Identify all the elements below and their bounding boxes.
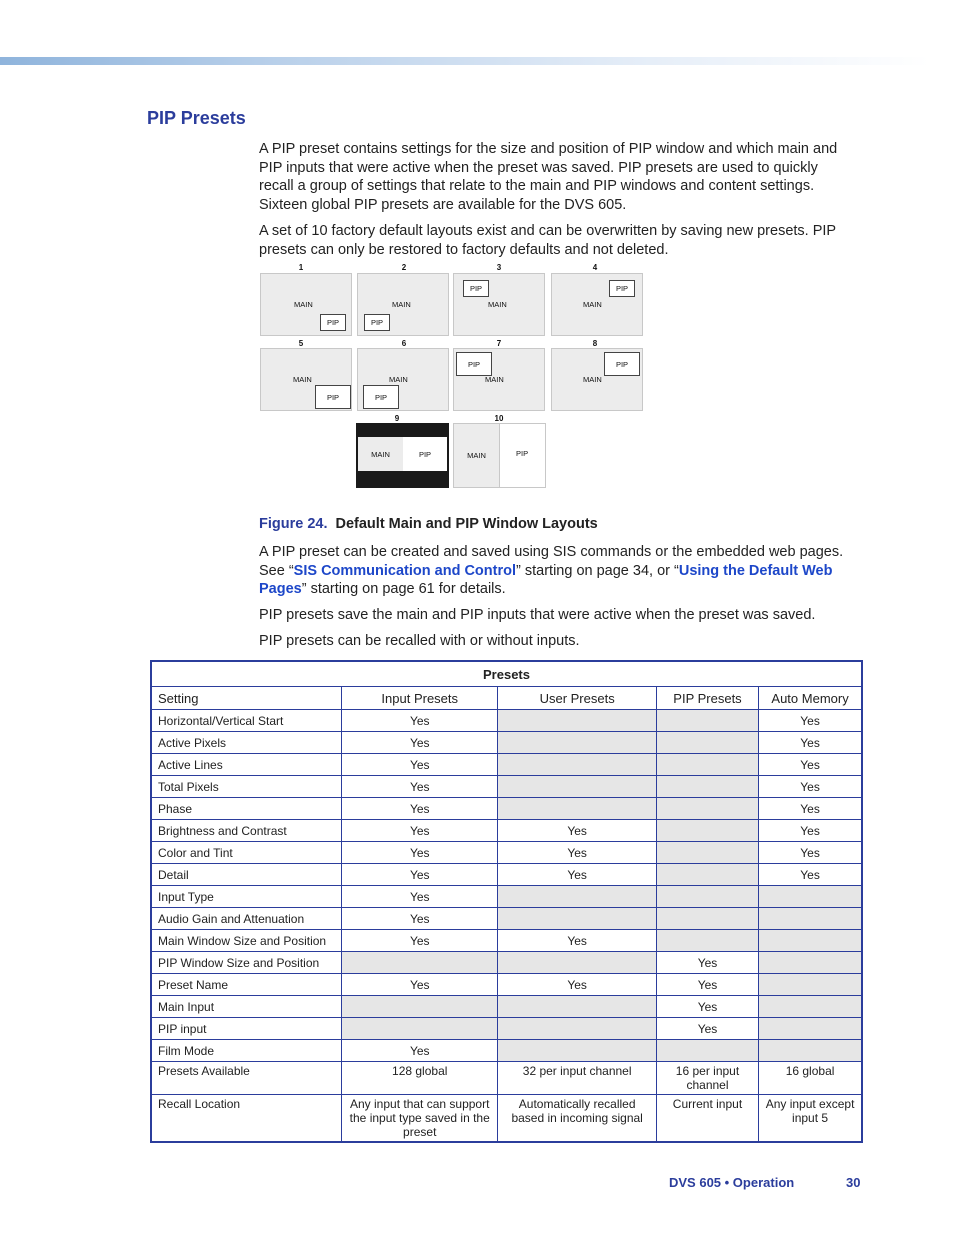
value-cell [656,1040,758,1062]
value-cell: Yes [342,864,498,886]
value-cell: Any input that can support the input type saved in the preset [342,1095,498,1143]
layout-number: 2 [401,263,407,272]
layout-6 [357,348,449,411]
text: A PIP preset can be created and saved using SIS commands or the embedded web pages. See “ [259,544,844,579]
table-row [151,974,862,996]
factory-defaults-paragraph: A set of 10 factory default layouts exist and can be overwritten by saving new presets. PIP presets can only be restored to factory defaults and not deleted. [259,223,836,258]
table-row [151,930,862,952]
value-cell: Yes [759,864,862,886]
value-cell [656,754,758,776]
setting-cell: Active Lines [151,754,342,776]
layout-number: 1 [298,263,304,272]
value-cell: Yes [759,732,862,754]
value-cell: Yes [498,842,656,864]
layout-number: 6 [401,339,407,348]
setting-cell: Brightness and Contrast [151,820,342,842]
pip-window: PIP [604,352,640,376]
value-cell: Any input except input 5 [759,1095,862,1143]
value-cell [498,710,656,732]
value-cell: Yes [498,930,656,952]
value-cell [656,842,758,864]
value-cell: Yes [342,732,498,754]
value-cell [759,1040,862,1062]
value-cell: Yes [342,842,498,864]
layout-7 [453,348,545,411]
layout-5 [260,348,352,411]
column-header: Input Presets [342,687,498,710]
pip-window: PIP [320,314,346,331]
setting-cell: Main Input [151,996,342,1018]
main-half: MAIN [358,437,403,471]
value-cell [656,820,758,842]
value-cell [656,864,758,886]
table-row [151,732,862,754]
setting-cell: Detail [151,864,342,886]
main-label: MAIN [583,375,602,384]
page-number: 30 [846,1175,861,1190]
figure-title: Default Main and PIP Window Layouts [335,516,598,532]
value-cell: Yes [342,886,498,908]
layout-1 [260,273,352,336]
pip-half: PIP [403,437,447,471]
value-cell [498,996,656,1018]
value-cell: Yes [342,974,498,996]
layout-number: 7 [496,339,502,348]
intro-paragraph: A PIP preset contains settings for the size and position of PIP window and which main and PIP inputs that were active when the preset was saved. PIP presets are used to quickly recall a group of settings that relate to the main and PIP windows and content settings. Sixteen global PIP presets are available for the DVS 605. [259,141,838,213]
value-cell [759,996,862,1018]
table-row [151,864,862,886]
sis-communication-link[interactable]: SIS Communication and Control [293,562,517,579]
value-cell [759,974,862,996]
table-row [151,886,862,908]
table-row [151,1040,862,1062]
value-cell [759,1018,862,1040]
setting-cell: Recall Location [151,1095,342,1143]
table-row [151,842,862,864]
pip-layouts-figure [255,260,655,495]
value-cell [759,930,862,952]
value-cell [498,1018,656,1040]
table-row [151,798,862,820]
value-cell [759,952,862,974]
value-cell: Current input [656,1095,758,1143]
value-cell: Yes [656,996,758,1018]
setting-cell: Total Pixels [151,776,342,798]
column-header: Auto Memory [759,687,862,710]
value-cell [498,886,656,908]
value-cell: Yes [759,842,862,864]
value-cell: Yes [498,974,656,996]
table-title: Presets [151,661,862,687]
value-cell [498,908,656,930]
value-cell: Yes [342,1040,498,1062]
create-presets-paragraph [259,543,849,599]
value-cell: 32 per input channel [498,1062,656,1095]
value-cell [656,908,758,930]
value-cell [498,776,656,798]
value-cell: Yes [759,820,862,842]
value-cell [498,798,656,820]
header-gradient-bar [0,57,930,65]
table-row [151,952,862,974]
table-row [151,1095,862,1143]
figure-caption [259,516,598,532]
setting-cell: Audio Gain and Attenuation [151,908,342,930]
value-cell [498,732,656,754]
pip-window: PIP [363,385,399,409]
setting-cell: PIP input [151,1018,342,1040]
text: ” starting on page 61 for details. [301,581,506,597]
value-cell: Yes [342,820,498,842]
layout-number: 5 [298,339,304,348]
value-cell [656,776,758,798]
value-cell: Yes [342,930,498,952]
pip-window: PIP [315,385,351,409]
main-label: MAIN [293,375,312,384]
layout-10 [453,423,546,488]
value-cell: Yes [656,974,758,996]
layout-number: 3 [496,263,502,272]
value-cell: Yes [342,776,498,798]
value-cell [342,952,498,974]
table-row [151,710,862,732]
value-cell: 128 global [342,1062,498,1095]
main-half: MAIN [454,424,500,487]
text: ” starting on page 34, or “ [516,562,679,579]
value-cell [656,798,758,820]
pip-half: PIP [516,449,529,458]
column-header: User Presets [498,687,656,710]
setting-cell: PIP Window Size and Position [151,952,342,974]
default-web-pages-link[interactable]: Using the Default Web Pages [259,562,833,597]
value-cell: Yes [342,908,498,930]
value-cell: Yes [342,754,498,776]
value-cell [498,754,656,776]
section-title: PIP Presets [147,108,246,128]
layout-number: 9 [394,414,400,423]
setting-cell: Preset Name [151,974,342,996]
layout-2 [357,273,449,336]
column-header: PIP Presets [656,687,758,710]
value-cell [759,908,862,930]
main-label: MAIN [488,300,507,309]
figure-number: Figure 24. [259,516,328,532]
value-cell [759,886,862,908]
setting-cell: Main Window Size and Position [151,930,342,952]
value-cell [656,710,758,732]
setting-cell: Film Mode [151,1040,342,1062]
value-cell: Yes [342,798,498,820]
value-cell [656,732,758,754]
table-row [151,754,862,776]
table-row [151,776,862,798]
table-row [151,908,862,930]
table-row [151,1062,862,1095]
main-label: MAIN [392,300,411,309]
layout-3 [453,273,545,336]
value-cell: Automatically recalled based in incoming signal [498,1095,656,1143]
main-label: MAIN [583,300,602,309]
setting-cell: Presets Available [151,1062,342,1095]
main-label: MAIN [389,375,408,384]
value-cell: 16 global [759,1062,862,1095]
value-cell: 16 per input channel [656,1062,758,1095]
setting-cell: Color and Tint [151,842,342,864]
value-cell: Yes [759,798,862,820]
presets-table [150,660,863,1143]
layout-number: 4 [592,263,598,272]
layout-8 [551,348,643,411]
value-cell: Yes [656,1018,758,1040]
table-row [151,820,862,842]
value-cell: Yes [656,952,758,974]
pip-window: PIP [463,280,489,297]
pip-window: PIP [364,314,390,331]
value-cell [498,952,656,974]
table-row [151,1018,862,1040]
layout-number: 8 [592,339,598,348]
layout-4 [551,273,643,336]
value-cell [656,930,758,952]
value-cell: Yes [342,710,498,732]
value-cell [342,1018,498,1040]
setting-cell: Phase [151,798,342,820]
recall-paragraph: PIP presets can be recalled with or without inputs. [259,633,580,649]
value-cell [498,1040,656,1062]
setting-cell: Active Pixels [151,732,342,754]
pip-window: PIP [609,280,635,297]
layout-9 [356,423,449,488]
value-cell: Yes [498,820,656,842]
value-cell: Yes [759,754,862,776]
main-label: MAIN [485,375,504,384]
value-cell [656,886,758,908]
footer-product: DVS 605 • Operation [669,1175,795,1190]
table-header-row [151,687,862,710]
pip-window: PIP [456,352,492,376]
save-inputs-paragraph: PIP presets save the main and PIP inputs that were active when the preset was saved. [259,607,816,623]
setting-cell: Horizontal/Vertical Start [151,710,342,732]
main-label: MAIN [294,300,313,309]
column-header: Setting [151,687,342,710]
layout-number: 10 [494,414,504,423]
value-cell: Yes [498,864,656,886]
value-cell: Yes [759,710,862,732]
value-cell: Yes [759,776,862,798]
table-row [151,996,862,1018]
setting-cell: Input Type [151,886,342,908]
value-cell [342,996,498,1018]
